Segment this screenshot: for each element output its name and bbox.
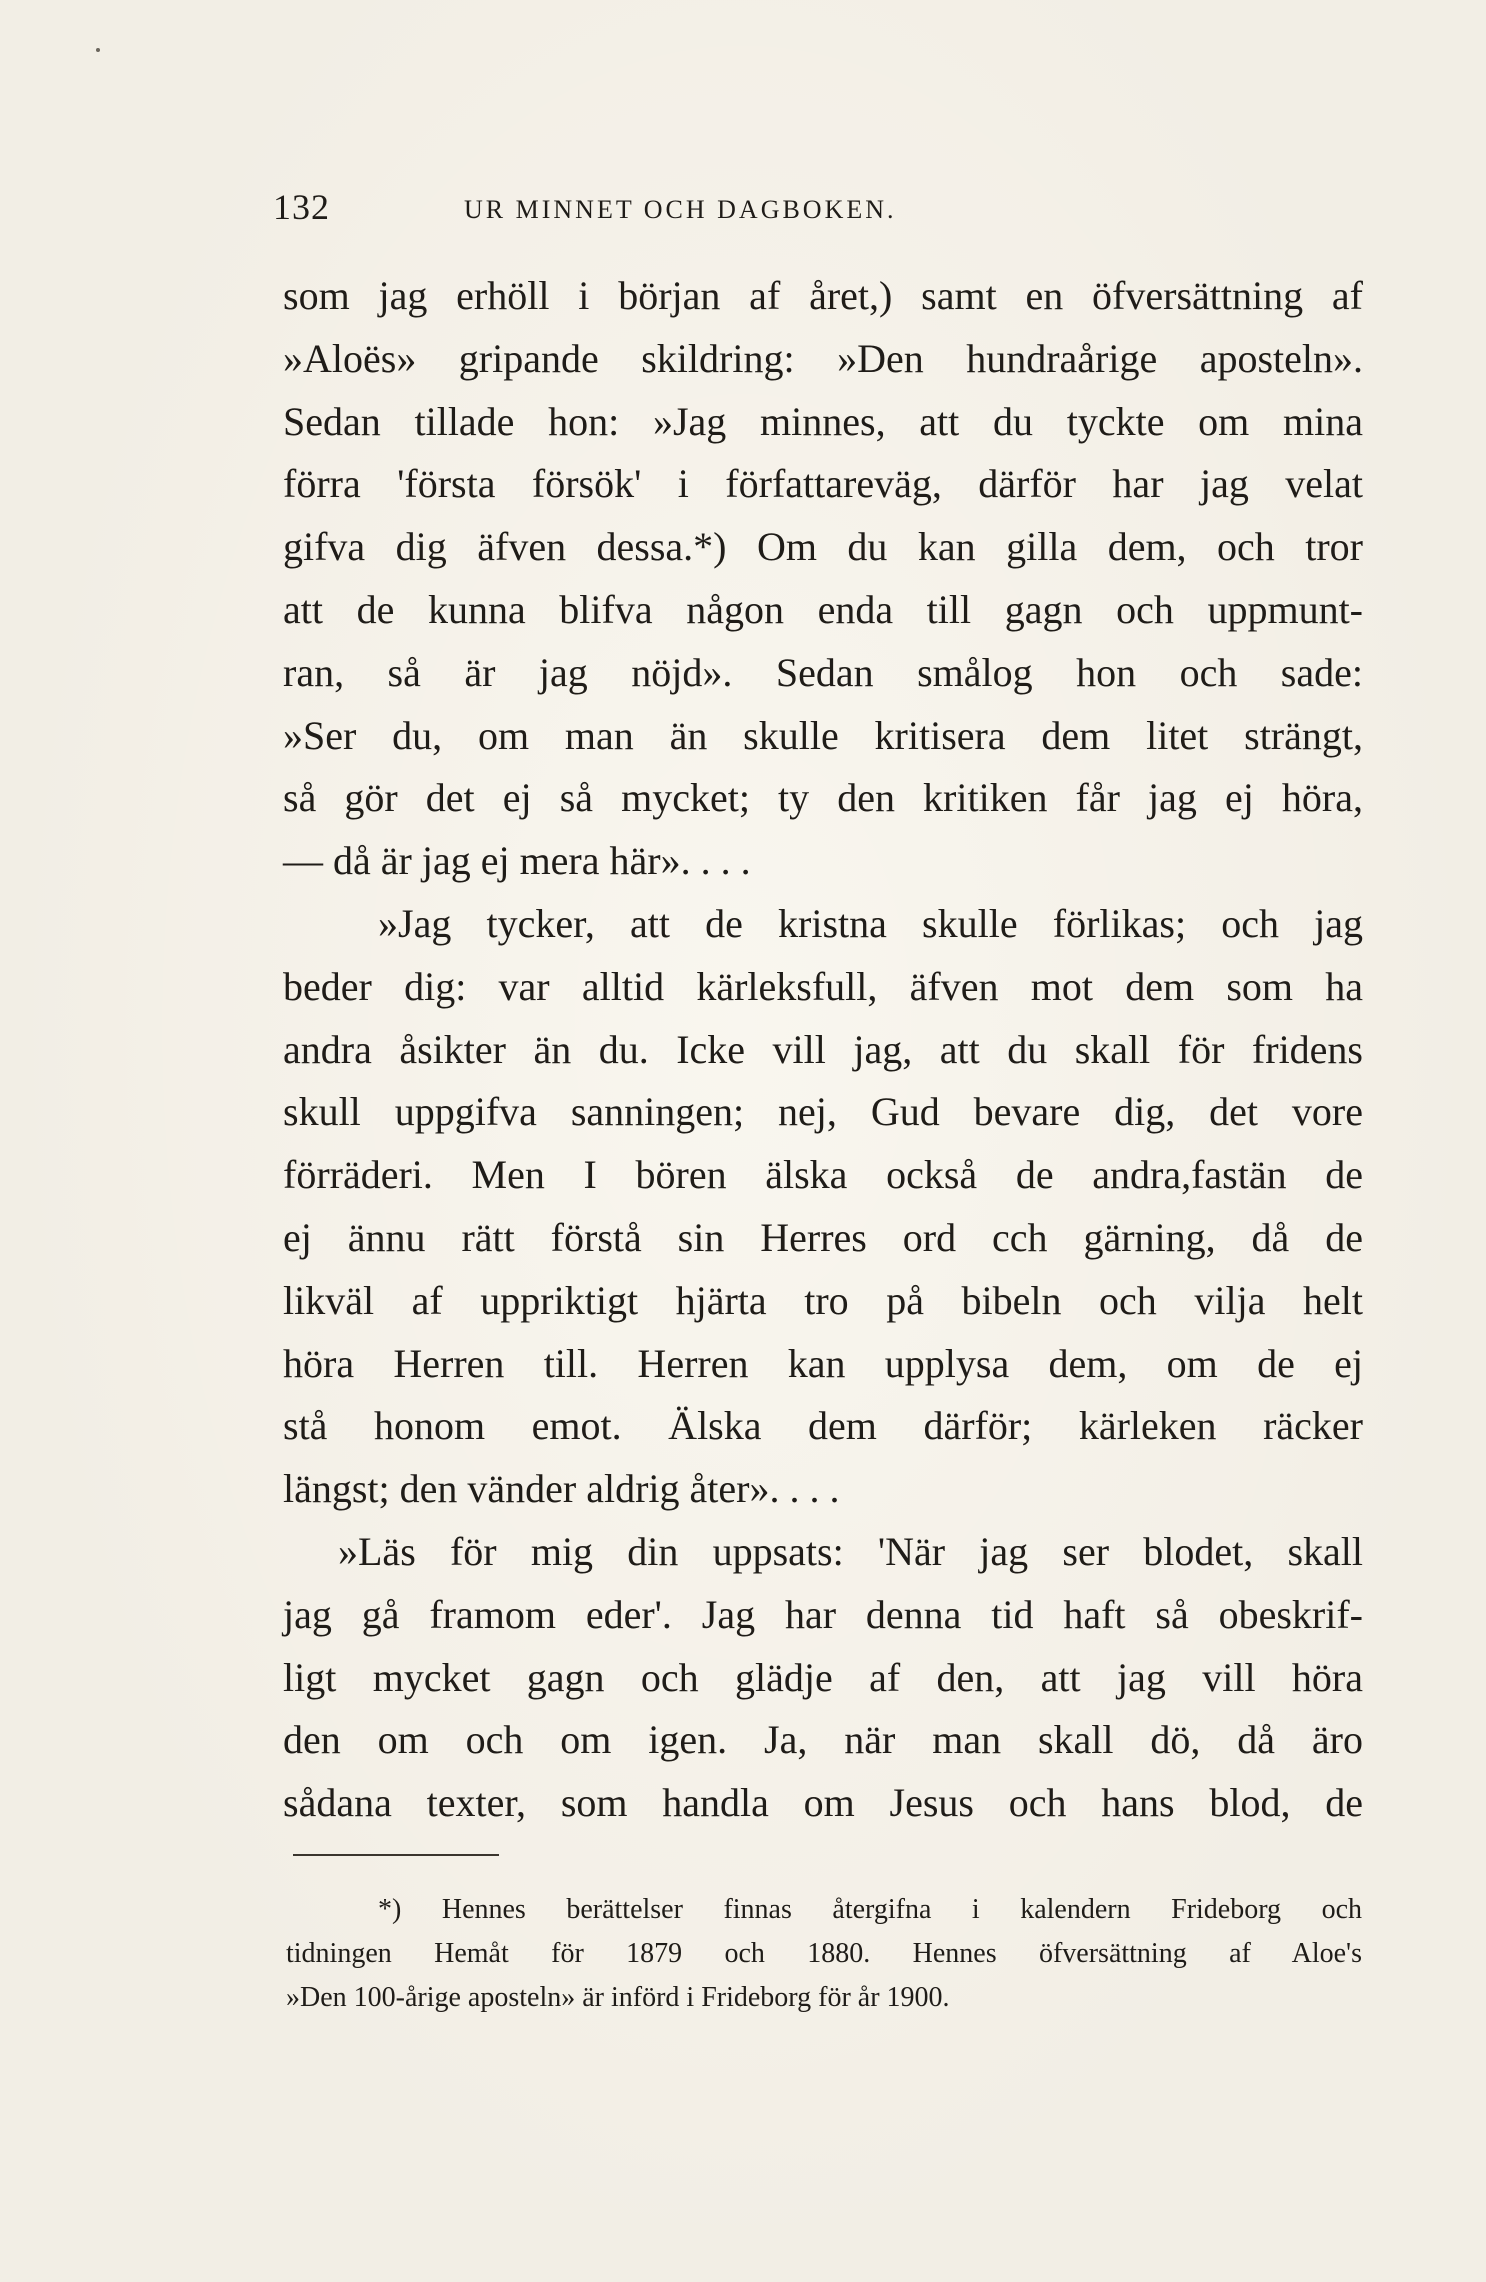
text-line: som jag erhöll i början af året,) samt en öfversättning af — [283, 273, 1363, 318]
text-line: »Aloës» gripande skildring: »Den hundraårige aposteln». — [283, 335, 1363, 381]
text-line: »Jag tycker, att de kristna skulle förlikas; och jag — [378, 900, 1363, 946]
text-line: »Ser du, om man än skulle kritisera dem litet strängt, — [283, 712, 1363, 758]
text-line: stå honom emot. Älska dem därför; kärleken räcker — [283, 1403, 1363, 1449]
text-line: längst; den vänder aldrig åter». . . . — [283, 1466, 840, 1512]
text-line: att de kunna blifva någon enda till gagn och uppmunt- — [283, 586, 1363, 632]
body-text — [283, 265, 1363, 1835]
text-line: skull uppgifva sanningen; nej, Gud bevare dig, det vore — [283, 1089, 1363, 1135]
text-line: jag gå framom eder'. Jag har denna tid haft så obeskrif- — [283, 1591, 1363, 1637]
text-line: höra Herren till. Herren kan upplysa dem, om de ej — [283, 1340, 1363, 1386]
footnote-line: tidningen Hemåt för 1879 och 1880. Hennes öfversättning af Aloe's — [286, 1938, 1362, 1969]
footnote-line: *) Hennes berättelser finnas återgifna i kalendern Frideborg och — [378, 1894, 1362, 1925]
text-line: ej ännu rätt förstå sin Herres ord cch gärning, då de — [283, 1214, 1363, 1260]
footnote-rule — [293, 1854, 499, 1856]
text-line: ran, så är jag nöjd». Sedan smålog hon och sade: — [283, 649, 1363, 695]
text-line: så gör det ej så mycket; ty den kritiken får jag ej höra, — [283, 775, 1363, 821]
text-line: andra åsikter än du. Icke vill jag, att du skall för fridens — [283, 1026, 1363, 1072]
text-line: sådana texter, som handla om Jesus och hans blod, de — [283, 1780, 1363, 1826]
page-header — [273, 186, 1273, 242]
text-line: gifva dig äfven dessa.*) Om du kan gilla dem, och tror — [283, 524, 1363, 570]
page-number: 132 — [273, 187, 330, 227]
footnote — [286, 1888, 1362, 2020]
footnote-line: »Den 100-årige aposteln» är införd i Frideborg för år 1900. — [286, 1982, 950, 2013]
text-line: ligt mycket gagn och glädje af den, att jag vill höra — [283, 1654, 1363, 1700]
running-head: UR MINNET OCH DAGBOKEN. — [464, 195, 897, 224]
text-line: beder dig: var alltid kärleksfull, äfven mot dem som ha — [283, 963, 1363, 1009]
text-line: förra 'första försök' i författareväg, därför har jag velat — [283, 461, 1363, 507]
text-line: »Läs för mig din uppsats: 'När jag ser blodet, skall — [338, 1528, 1363, 1574]
text-line: likväl af uppriktigt hjärta tro på bibeln och vilja helt — [283, 1277, 1363, 1323]
text-line: den om och om igen. Ja, när man skall dö, då äro — [283, 1717, 1363, 1763]
text-line: Sedan tillade hon: »Jag minnes, att du tyckte om mina — [283, 398, 1363, 444]
paper-speck — [96, 48, 100, 52]
text-line: — då är jag ej mera här». . . . — [283, 838, 751, 884]
text-line: förräderi. Men I bören älska också de andra,fastän de — [283, 1152, 1363, 1198]
